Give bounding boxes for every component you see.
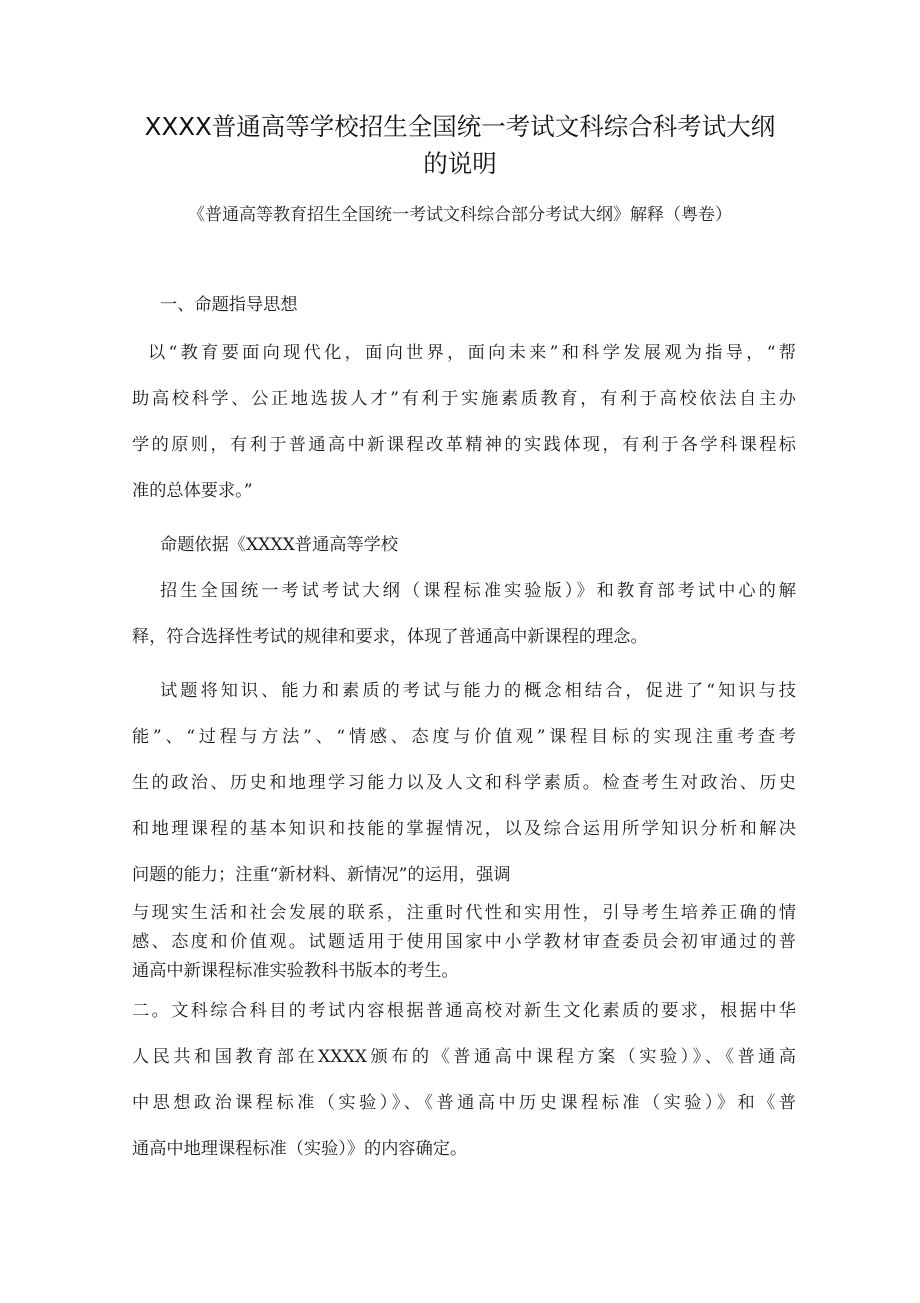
paragraph-line: 通高中新课程标准实验教科书版本的考生。 [132, 961, 459, 981]
paragraph [132, 568, 796, 660]
paragraph-line: 能”、“过程与方法”、“情感、态度与价值观”课程目标的实现注重考查考 [132, 727, 796, 747]
paragraph-line: 与现实生活和社会发展的联系，注重时代性和实用性，引导考生培养正确的情 [132, 903, 796, 923]
paragraph-line: 学的原则，有利于普通高中新课程改革精神的实践体现，有利于各学科课程标 [132, 435, 796, 455]
paragraph-line: 助高校科学、公正地选拔人才”有利于实施素质教育，有利于高校依法自主办 [132, 389, 796, 409]
paragraph-line: 准的总体要求。” [132, 481, 253, 501]
paragraph-line: 人民共和国教育部在XXXX颁布的《普通高中课程方案（实验）》、《普通高 [132, 1047, 796, 1067]
paragraph [132, 899, 796, 986]
paragraph-line: 中思想政治课程标准（实验）》、《普通高中历史课程标准（实验）》和《普 [132, 1093, 796, 1113]
paragraph-line: 命题依据《XXXX普通高等学校 [160, 535, 399, 555]
paragraph [132, 668, 796, 898]
paragraph-line: 试题将知识、能力和素质的考试与能力的概念相结合，促进了“知识与技 [160, 681, 796, 701]
paragraph [132, 522, 796, 568]
title-line: XXXX普通高等学校招生全国统一考试文科综合科考试大纲 [144, 112, 776, 141]
paragraph-line: 招生全国统一考试考试大纲（课程标准实验版）》和教育部考试中心的解 [160, 581, 796, 601]
paragraph-line: 二。文科综合科目的考试内容根据普通高校对新生文化素质的要求，根据中华 [132, 1001, 796, 1021]
paragraph [132, 988, 796, 1172]
title-line: 的说明 [423, 149, 497, 178]
paragraph-line: 以“教育要面向现代化，面向世界，面向未来”和科学发展观为指导，“帮 [148, 343, 796, 363]
paragraph-line: 生的政治、历史和地理学习能力以及人文和科学素质。检查考生对政治、历史 [132, 773, 796, 793]
document-title [60, 108, 860, 182]
paragraph-line: 感、态度和价值观。试题适用于使用国家中小学教材审查委员会初审通过的普 [132, 932, 796, 952]
document-subtitle: 《普通高等教育招生全国统一考试文科综合部分考试大纲》解释（粤卷） [188, 205, 732, 225]
paragraph-line: 问题的能力；注重“新材料、新情况”的运用，强调 [132, 865, 511, 885]
heading-text: 一、命题指导思想 [160, 295, 298, 315]
section-heading [160, 290, 824, 315]
paragraph-line: 和地理课程的基本知识和技能的掌握情况，以及综合运用所学知识分析和解决 [132, 819, 796, 839]
paragraph [132, 330, 796, 514]
paragraph-line: 通高中地理课程标准（实验）》的内容确定。 [132, 1139, 468, 1159]
paragraph-line: 释，符合选择性考试的规律和要求，体现了普通高中新课程的理念。 [132, 627, 648, 647]
